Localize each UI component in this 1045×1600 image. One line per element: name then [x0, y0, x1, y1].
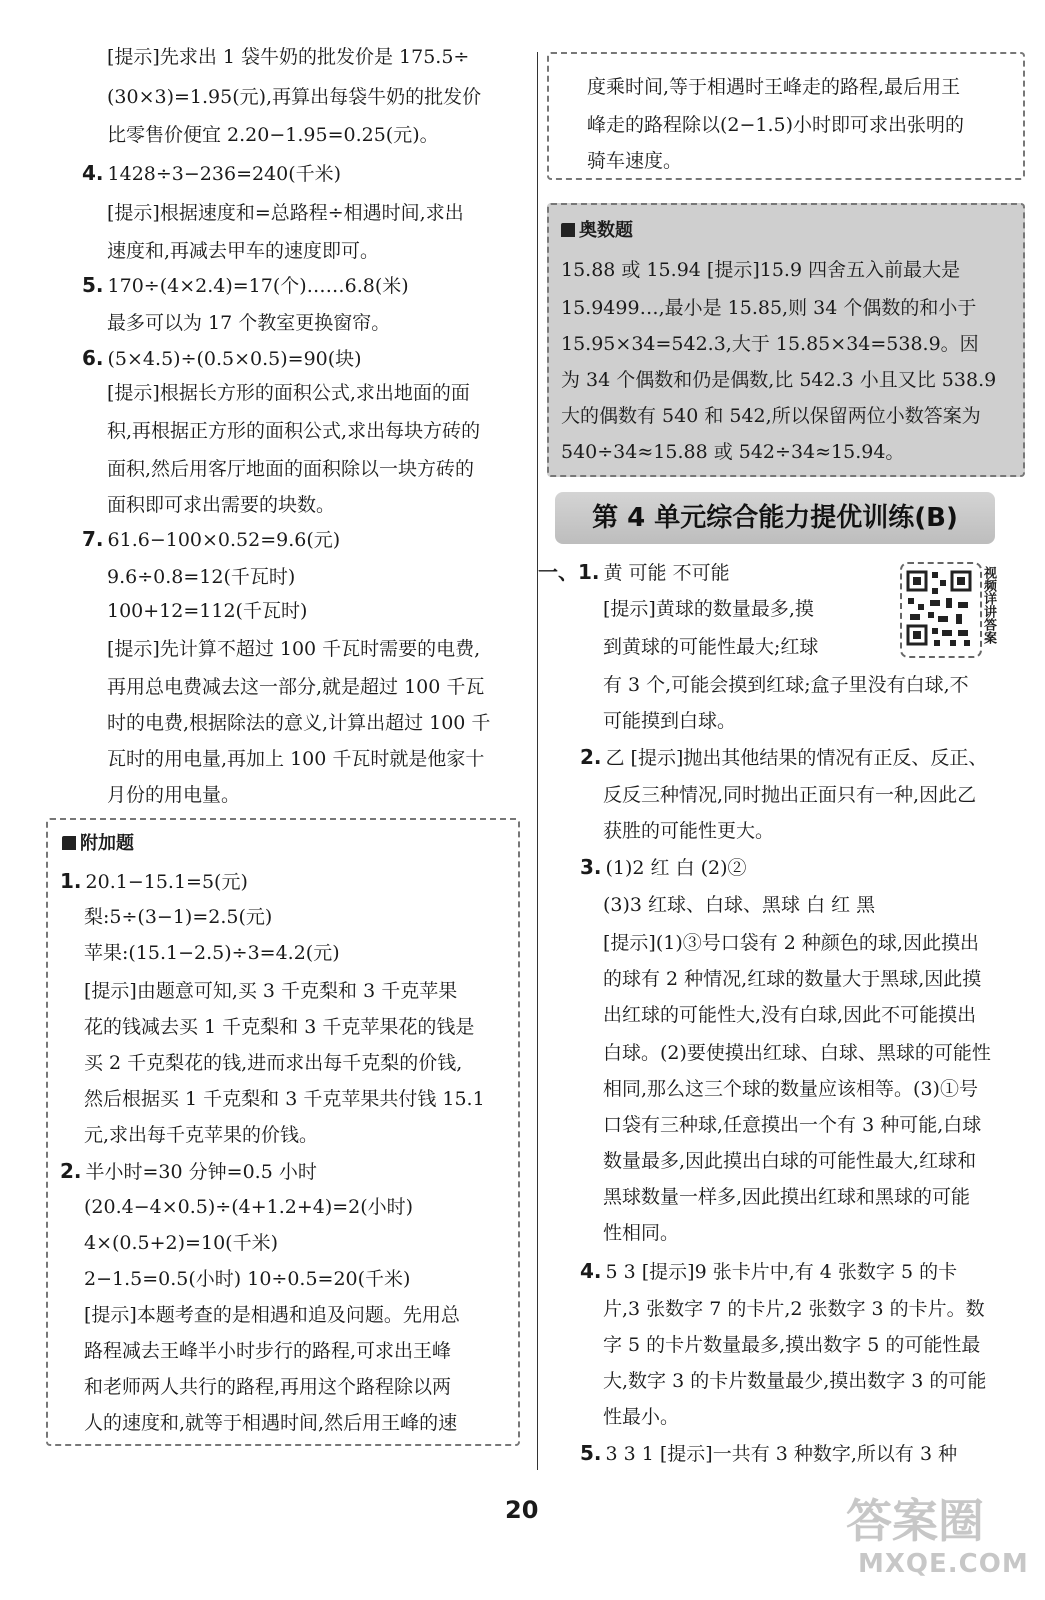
answer-text: 半小时=30 分钟=0.5 小时: [85, 1161, 317, 1183]
answer-text: 20.1−15.1=5(元): [85, 871, 248, 893]
watermark-domain: MXQE.COM: [858, 1549, 1029, 1579]
watermark-logo: 答案圈: [846, 1494, 984, 1548]
section-icon: [561, 223, 575, 237]
text-line: 峰走的路程除以(2−1.5)小时即可求出张明的: [587, 114, 965, 136]
text-line: 15.9499…,最小是 15.85,则 34 个偶数的和小于: [561, 297, 977, 319]
section-icon: [62, 836, 76, 850]
text-line: 9.6÷0.8=12(千瓦时): [107, 566, 296, 588]
text-line: 出红球的可能性大,没有白球,因此不可能摸出: [603, 1004, 977, 1026]
text-line: 大的偶数有 540 和 542,所以保留两位小数答案为: [561, 405, 981, 427]
text-line: 元,求出每千克苹果的价钱。: [84, 1124, 319, 1146]
text-line: 买 2 千克梨花的钱,进而求出每千克梨的价钱,: [84, 1052, 463, 1074]
text-line: 字 5 的卡片数量最多,摸出数字 5 的可能性最: [603, 1334, 981, 1356]
text-line: 有 3 个,可能会摸到红球;盒子里没有白球,不: [603, 674, 969, 696]
text-line: 骑车速度。: [587, 150, 683, 172]
text-line: (3)3 红球、白球、黑球 白 红 黑: [603, 894, 876, 916]
text-line: 到黄球的可能性最大;红球: [603, 636, 819, 658]
text-line: 人的速度和,就等于相遇时间,然后用王峰的速: [84, 1412, 458, 1434]
text-line: [提示]由题意可知,买 3 千克梨和 3 千克苹果: [84, 980, 458, 1002]
text-line: 可能摸到白球。: [603, 710, 737, 732]
question-number: 6.: [82, 346, 104, 370]
text-line: [提示](1)③号口袋有 2 种颜色的球,因此摸出: [603, 932, 979, 954]
text-line: 反反三种情况,同时抛出正面只有一种,因此乙: [603, 784, 977, 806]
olympiad-box: [547, 203, 1025, 477]
text-line: 月份的用电量。: [107, 784, 241, 806]
extra-question-2: [60, 1158, 317, 1185]
question-number: 3.: [580, 855, 602, 879]
text-line: 15.88 或 15.94 [提示]15.9 四舍五入前最大是: [561, 259, 961, 281]
question-number: 2.: [580, 745, 602, 769]
text-line: 面积,然后用客厅地面的面积除以一块方砖的: [107, 458, 475, 480]
text-line: 片,3 张数字 7 的卡片,2 张数字 3 的卡片。数: [603, 1298, 985, 1320]
text-line: 的球有 2 种情况,红球的数量大于黑球,因此摸: [603, 968, 982, 990]
text-line: 梨:5÷(3−1)=2.5(元): [84, 906, 273, 928]
text-line: [提示]根据速度和=总路程÷相遇时间,求出: [107, 202, 464, 224]
text-line: 大,数字 3 的卡片数量最少,摸出数字 3 的可能: [603, 1370, 987, 1392]
answer-text: (1)2 红 白 (2)②: [605, 857, 747, 879]
answer-text: 乙 [提示]抛出其他结果的情况有正反、反正、: [605, 747, 988, 769]
answer-text: (5×4.5)÷(0.5×0.5)=90(块): [107, 348, 362, 370]
text-line: 路程减去王峰半小时步行的路程,可求出王峰: [84, 1340, 452, 1362]
section-1-question-5: [580, 1440, 957, 1467]
answer-text: 黄 可能 不可能: [603, 562, 730, 584]
question-5: [82, 272, 409, 299]
question-7: [82, 526, 340, 553]
text-line: 15.95×34=542.3,大于 15.85×34=538.9。因: [561, 333, 979, 355]
answer-text: 1428÷3−236=240(千米): [107, 163, 342, 185]
question-number: 2.: [60, 1159, 82, 1183]
text-line: 100+12=112(千瓦时): [107, 600, 308, 622]
section-1-question-1: [538, 559, 730, 586]
text-line: (30×3)=1.95(元),再算出每袋牛奶的批发价: [107, 86, 482, 108]
text-line: [提示]根据长方形的面积公式,求出地面的面: [107, 382, 470, 404]
text-line: [提示]本题考查的是相遇和追及问题。先用总: [84, 1304, 460, 1326]
text-line: 4×(0.5+2)=10(千米): [84, 1232, 278, 1254]
text-line: 积,再根据正方形的面积公式,求出每块方砖的: [107, 420, 481, 442]
text-line: 苹果:(15.1−2.5)÷3=4.2(元): [84, 942, 340, 964]
text-line: [提示]黄球的数量最多,摸: [603, 598, 814, 620]
text-line: 时的电费,根据除法的意义,计算出超过 100 千: [107, 712, 491, 734]
answer-text: 170÷(4×2.4)=17(个)……6.8(米): [107, 275, 409, 297]
text-line: 再用总电费减去这一部分,就是超过 100 千瓦: [107, 676, 485, 698]
column-divider: [537, 52, 538, 1470]
text-line: 数量最多,因此摸出白球的可能性最大,红球和: [603, 1150, 977, 1172]
text-line: 度乘时间,等于相遇时王峰走的路程,最后用王: [587, 76, 961, 98]
answer-text: 5 3 [提示]9 张卡片中,有 4 张数字 5 的卡: [605, 1261, 958, 1283]
text-line: 花的钱减去买 1 千克梨和 3 千克苹果花的钱是: [84, 1016, 475, 1038]
qr-code-icon: [902, 564, 976, 652]
text-line: 比零售价便宜 2.20−1.95=0.25(元)。: [107, 124, 439, 146]
text-line: 为 34 个偶数和仍是偶数,比 542.3 小且又比 538.9: [561, 369, 997, 391]
text-line: 和老师两人共行的路程,再用这个路程除以两: [84, 1376, 452, 1398]
section-1-question-4: [580, 1258, 957, 1285]
text-line: (20.4−4×0.5)÷(4+1.2+4)=2(小时): [84, 1196, 414, 1218]
question-number: 7.: [82, 527, 104, 551]
section-1-question-2: [580, 744, 987, 771]
text-line: 性相同。: [603, 1222, 680, 1244]
question-number: 一、1.: [538, 560, 600, 584]
text-line: 最多可以为 17 个教室更换窗帘。: [107, 312, 391, 334]
text-line: 黑球数量一样多,因此摸出红球和黑球的可能: [603, 1186, 971, 1208]
qr-code-label: 视频详讲答案: [981, 566, 996, 644]
question-6: [82, 345, 362, 372]
text-line: 瓦时的用电量,再加上 100 千瓦时就是他家十: [107, 748, 485, 770]
unit-title-banner: 第 4 单元综合能力提优训练(B): [555, 492, 995, 544]
text-line: 相同,那么这三个球的数量应该相等。(3)①号: [603, 1078, 978, 1100]
question-number: 1.: [60, 869, 82, 893]
question-number: 5.: [580, 1441, 602, 1465]
text-line: 白球。(2)要使摸出红球、白球、黑球的可能性: [603, 1042, 991, 1064]
question-number: 5.: [82, 273, 104, 297]
question-number: 4.: [580, 1259, 602, 1283]
extra-question-1: [60, 868, 248, 895]
text-line: [提示]先求出 1 袋牛奶的批发价是 175.5÷: [107, 46, 470, 68]
qr-code[interactable]: [900, 562, 982, 658]
question-number: 4.: [82, 161, 104, 185]
question-4: [82, 160, 341, 187]
extra-questions-title: 附加题: [62, 832, 134, 856]
text-line: 面积即可求出需要的块数。: [107, 494, 336, 516]
text-line: 速度和,再减去甲车的速度即可。: [107, 240, 380, 262]
section-1-question-3: [580, 854, 747, 881]
answer-text: 3 3 1 [提示]一共有 3 种数字,所以有 3 种: [605, 1443, 958, 1465]
text-line: 2−1.5=0.5(小时) 10÷0.5=20(千米): [84, 1268, 411, 1290]
text-line: 性最小。: [603, 1406, 680, 1428]
text-line: [提示]先计算不超过 100 千瓦时需要的电费,: [107, 638, 481, 660]
continuation-box: [547, 52, 1025, 180]
text-line: 然后根据买 1 千克梨和 3 千克苹果共付钱 15.1: [84, 1088, 485, 1110]
text-line: 获胜的可能性更大。: [603, 820, 775, 842]
olympiad-title: 奥数题: [561, 219, 633, 243]
text-line: 540÷34≈15.88 或 542÷34≈15.94。: [561, 441, 905, 463]
watermark: [826, 1485, 1029, 1595]
page-number: 20: [505, 1496, 539, 1524]
extra-questions-box: [46, 818, 520, 1446]
text-line: 口袋有三种球,任意摸出一个有 3 种可能,白球: [603, 1114, 982, 1136]
answer-text: 61.6−100×0.52=9.6(元): [107, 529, 341, 551]
